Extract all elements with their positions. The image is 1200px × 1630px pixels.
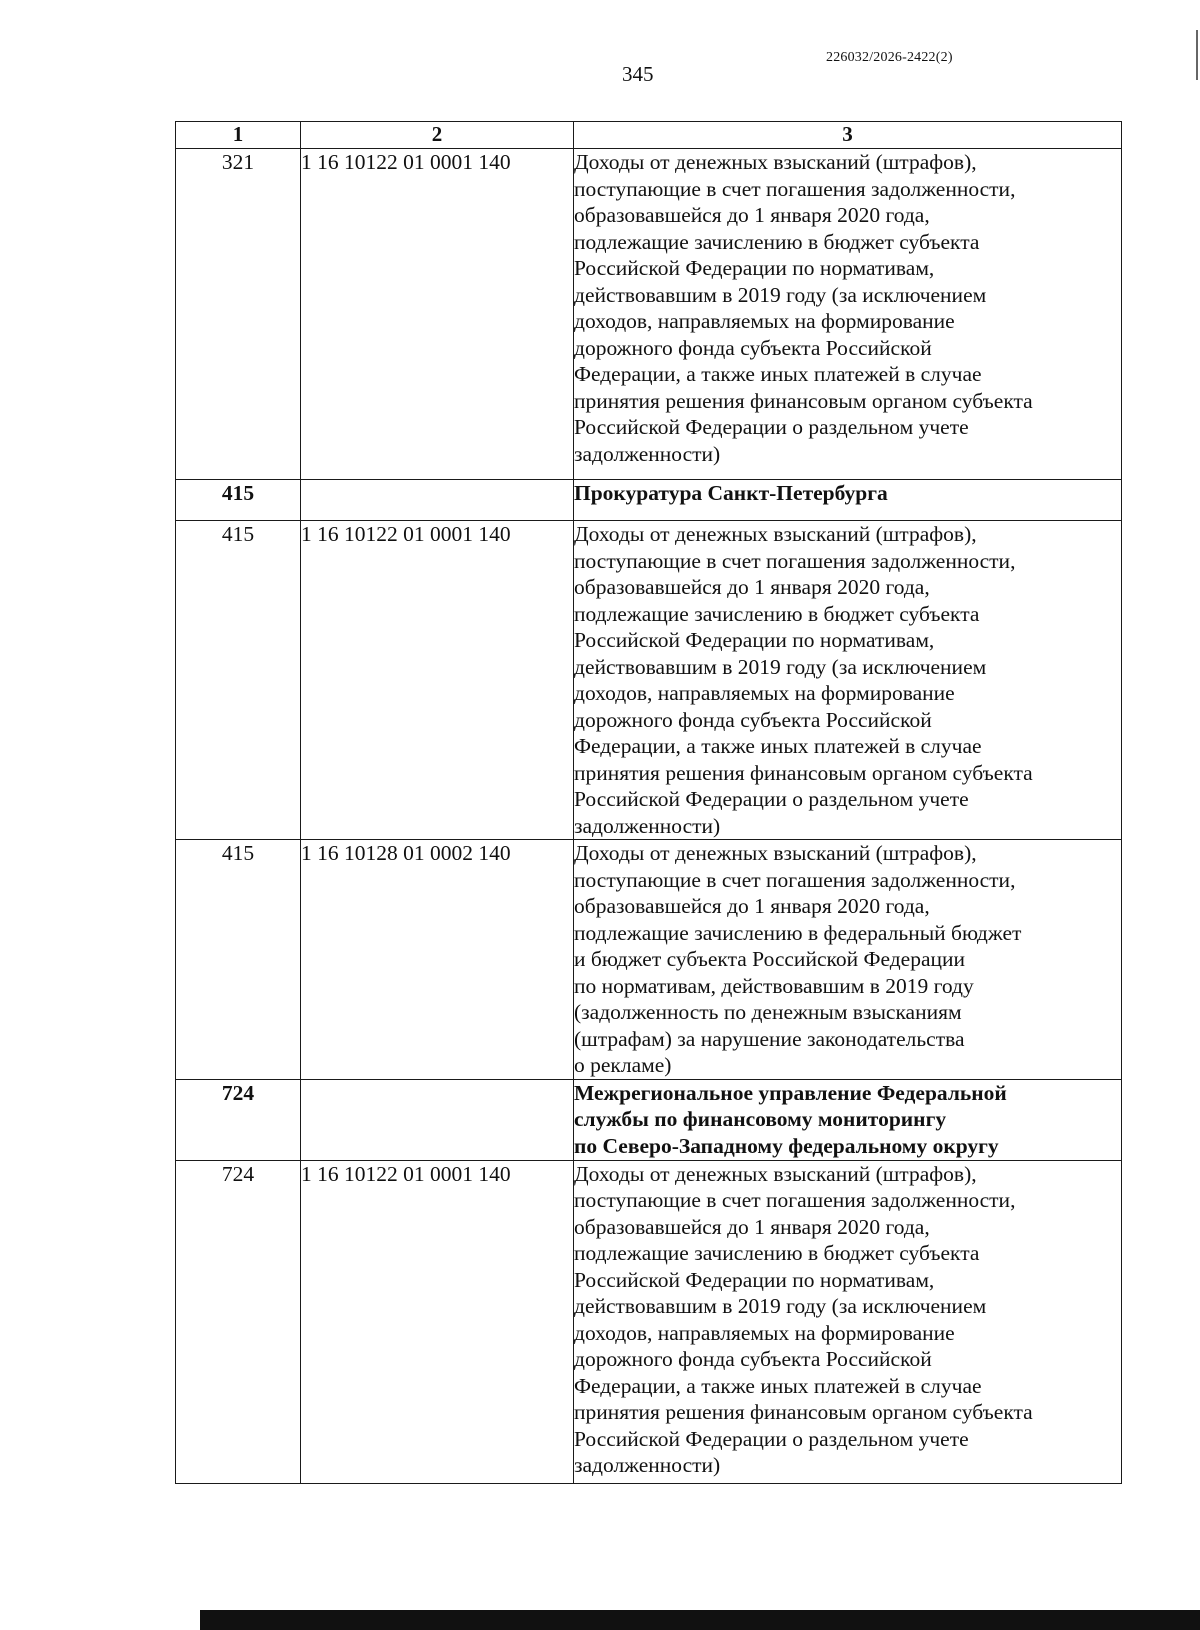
description-line: дорожного фонда субъекта Российской (574, 707, 932, 732)
administrator-heading-row (176, 1079, 1122, 1160)
description-line: подлежащие зачислению в бюджет субъекта (574, 1241, 980, 1265)
table-row (176, 840, 1122, 1080)
table-row (176, 149, 1122, 480)
admin-code-cell: 415 (176, 521, 301, 840)
description-line: по нормативам, действовавшим в 2019 году (574, 973, 974, 998)
scan-edge-bar (200, 1610, 1200, 1630)
admin-code-cell: 724 (176, 1079, 301, 1160)
description-line: поступающие в счет погашения задолженности, (574, 1188, 1016, 1212)
kbk-code-cell: 1 16 10122 01 0001 140 (301, 149, 574, 480)
description-line: поступающие в счет погашения задолженности, (574, 176, 1016, 201)
page-number: 345 (622, 62, 654, 86)
description-line: доходов, направляемых на формирование (574, 1320, 955, 1345)
description-line: Доходы от денежных взысканий (штрафов), (574, 1161, 977, 1186)
description-line: Федерации, а также иных платежей в случае (574, 362, 982, 386)
description-line: принятия решения финансовым органом субъекта (574, 388, 1033, 413)
kbk-code-cell: 1 16 10122 01 0001 140 (301, 521, 574, 840)
description-line: принятия решения финансовым органом субъекта (574, 1400, 1033, 1424)
table-header-row (176, 122, 1122, 149)
admin-code-cell: 415 (176, 480, 301, 521)
administrator-name-line: службы по финансовому мониторингу (574, 1107, 947, 1131)
administrator-name-line: по Северо-Западному федеральному округу (574, 1133, 999, 1158)
description-line: задолженности) (574, 441, 721, 466)
description-line: Федерации, а также иных платежей в случае (574, 734, 982, 758)
description-line: Российской Федерации о раздельном учете (574, 415, 969, 439)
scan-margin-mark (1196, 30, 1198, 80)
column-number-1: 1 (176, 122, 301, 149)
description-line: образовавшейся до 1 января 2020 года, (574, 894, 930, 918)
description-line: (штрафам) за нарушение законодательства (574, 1026, 965, 1051)
description-line: Доходы от денежных взысканий (штрафов), (574, 522, 977, 546)
table-row (176, 1160, 1122, 1483)
table-row (176, 521, 1122, 840)
description-line: Российской Федерации по нормативам, (574, 256, 935, 280)
description-line: образовавшейся до 1 января 2020 года, (574, 575, 930, 599)
admin-code-cell: 415 (176, 840, 301, 1080)
description-line: задолженности) (574, 813, 721, 838)
description-line: доходов, направляемых на формирование (574, 681, 955, 705)
description-line: доходов, направляемых на формирование (574, 309, 955, 333)
kbk-code-cell (301, 1079, 574, 1160)
budget-revenue-table (175, 121, 1122, 1484)
description-line: Российской Федерации о раздельном учете (574, 1426, 969, 1451)
description-line: дорожного фонда субъекта Российской (574, 335, 932, 360)
description-line: действовавшим в 2019 году (за исключением (574, 282, 987, 307)
description-line: и бюджет субъекта Российской Федерации (574, 947, 966, 971)
description-line: действовавшим в 2019 году (за исключением (574, 654, 987, 679)
column-number-2: 2 (301, 122, 574, 149)
kbk-code-cell (301, 480, 574, 521)
description-cell (574, 521, 1122, 840)
description-line: Российской Федерации о раздельном учете (574, 787, 969, 811)
description-line: Доходы от денежных взысканий (штрафов), (574, 841, 977, 865)
description-line: подлежащие зачислению в бюджет субъекта (574, 601, 980, 626)
administrator-name-cell (574, 480, 1122, 521)
description-line: подлежащие зачислению в бюджет субъекта (574, 229, 980, 254)
administrator-name-line: Межрегиональное управление Федеральной (574, 1080, 1007, 1105)
document-id: 226032/2026-2422(2) (826, 50, 953, 65)
admin-code-cell: 724 (176, 1160, 301, 1483)
description-line: образовавшейся до 1 января 2020 года, (574, 1214, 930, 1239)
description-line: подлежащие зачислению в федеральный бюджет (574, 920, 1022, 945)
description-line: о рекламе) (574, 1053, 672, 1077)
column-number-3: 3 (574, 122, 1122, 149)
description-line: Доходы от денежных взысканий (штрафов), (574, 150, 977, 174)
description-line: Российской Федерации по нормативам, (574, 1267, 935, 1292)
description-line: поступающие в счет погашения задолженности, (574, 548, 1016, 573)
description-line: дорожного фонда субъекта Российской (574, 1347, 932, 1371)
administrator-heading-row (176, 480, 1122, 521)
admin-code-cell: 321 (176, 149, 301, 480)
administrator-name-cell (574, 1079, 1122, 1160)
kbk-code-cell: 1 16 10122 01 0001 140 (301, 1160, 574, 1483)
description-line: действовавшим в 2019 году (за исключением (574, 1294, 987, 1318)
description-cell (574, 840, 1122, 1080)
description-line: Российской Федерации по нормативам, (574, 628, 935, 652)
description-line: поступающие в счет погашения задолженности, (574, 867, 1016, 892)
description-line: задолженности) (574, 1453, 721, 1477)
description-cell (574, 1160, 1122, 1483)
kbk-code-cell: 1 16 10128 01 0002 140 (301, 840, 574, 1080)
description-line: Федерации, а также иных платежей в случае (574, 1373, 982, 1398)
description-line: образовавшейся до 1 января 2020 года, (574, 203, 930, 227)
administrator-name-line: Прокуратура Санкт-Петербурга (574, 481, 888, 505)
description-line: принятия решения финансовым органом субъекта (574, 760, 1033, 785)
description-line: (задолженность по денежным взысканиям (574, 1000, 962, 1024)
description-cell (574, 149, 1122, 480)
